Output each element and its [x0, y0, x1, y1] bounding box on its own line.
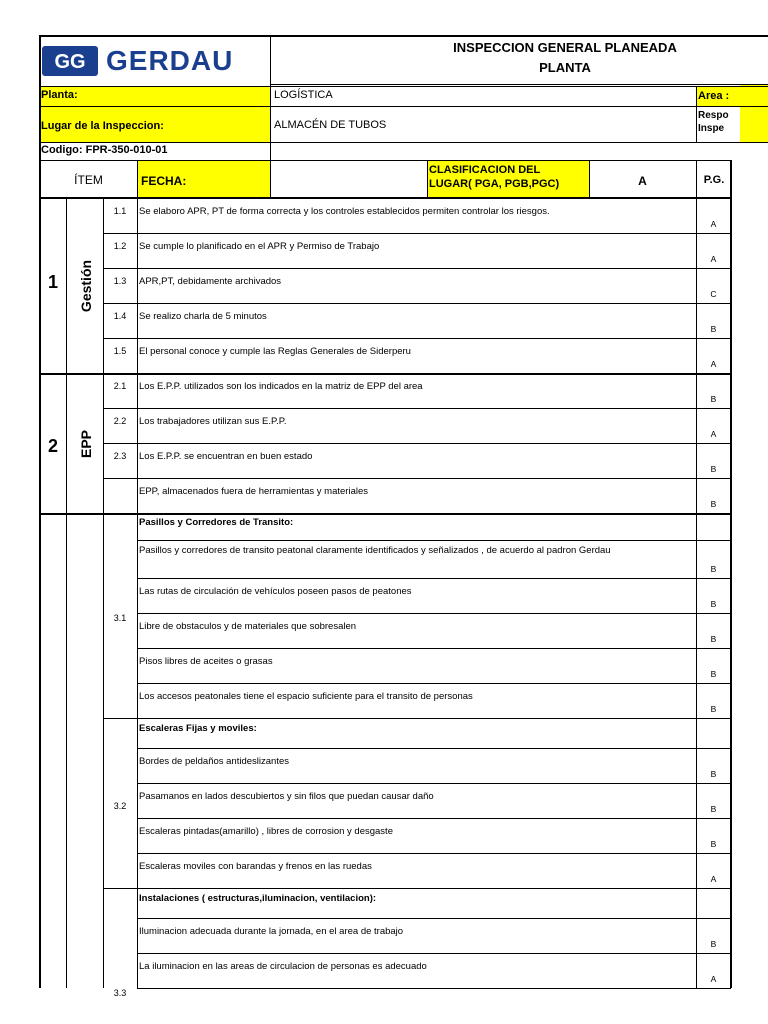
fecha-label: FECHA: [141, 174, 187, 188]
row-separator [137, 853, 731, 854]
pg-rating[interactable]: B [710, 464, 717, 474]
row-separator [103, 268, 137, 269]
pg-rating[interactable]: B [710, 564, 717, 574]
row-separator [137, 578, 731, 579]
item-number: 1.2 [113, 240, 127, 251]
item-number: 3.2 [113, 801, 127, 811]
pg-rating[interactable]: A [710, 254, 717, 264]
checklist-item-text: Se realizo charla de 5 minutos [139, 310, 267, 322]
pg-rating[interactable]: B [710, 634, 717, 644]
checklist-item-text: Pasillos y corredores de transito peatonal claramente identificados y señalizados , de acuerdo al padron Gerdau [139, 545, 611, 556]
checklist-item-text: Libre de obstaculos y de materiales que sobresalen [139, 620, 357, 632]
document-title [272, 38, 768, 78]
row-separator [103, 718, 731, 719]
pg-rating[interactable]: B [710, 839, 717, 849]
table-border-right [730, 198, 732, 988]
checklist-item-text: Las rutas de circulación de vehículos poseen pasos de peatones [139, 585, 412, 597]
section-heading: Escaleras Fijas y moviles: [139, 723, 257, 734]
row-separator [137, 268, 731, 269]
row-separator [103, 338, 137, 339]
clasificacion-label-2: LUGAR( PGA, PGB,PGC) [429, 178, 560, 190]
pg-rating[interactable]: B [710, 599, 717, 609]
checklist-item-text: EPP, almacenados fuera de herramientas y materiales [139, 485, 369, 497]
item-number: 2.3 [113, 450, 127, 461]
pg-rating[interactable]: A [710, 974, 717, 984]
row-separator [137, 408, 731, 409]
column-divider [66, 198, 67, 988]
item-number: 2.1 [113, 380, 127, 391]
svg-text:GG: GG [54, 51, 86, 73]
item-number: 1.3 [113, 275, 127, 286]
responsable-label-2: Inspe [698, 123, 725, 134]
row-separator [137, 540, 731, 541]
checklist-item-text: Iluminacion adecuada durante la jornada, en el area de trabajo [139, 925, 404, 937]
pg-rating[interactable]: B [710, 704, 717, 714]
title-line-1: INSPECCION GENERAL PLANEADA [453, 40, 677, 55]
row-separator [103, 408, 137, 409]
row-separator [40, 513, 731, 515]
area-label: Area : [698, 90, 730, 102]
row-separator [137, 748, 731, 749]
checklist-item-text: Los E.P.P. se encuentran en buen estado [139, 450, 313, 462]
row-separator [137, 338, 731, 339]
area-value-cell [740, 84, 768, 142]
checklist-item-text: Escaleras moviles con barandas y frenos en las ruedas [139, 860, 372, 872]
checklist-item-text: Los accesos peatonales tiene el espacio suficiente para el transito de personas [139, 690, 473, 702]
pg-rating[interactable]: B [710, 769, 717, 779]
brand-name: GERDAU [106, 45, 234, 76]
checklist-item-text: Los trabajadores utilizan sus E.P.P. [139, 415, 287, 427]
clasificacion-label-1: CLASIFICACION DEL [429, 164, 541, 176]
pg-rating[interactable]: B [710, 669, 717, 679]
checklist-item-text: El personal conoce y cumple las Reglas Generales de Siderperu [139, 345, 411, 357]
gerdau-logo [40, 36, 270, 86]
clasificacion-value: A [638, 174, 647, 188]
pg-header: P.G. [703, 174, 725, 186]
row-separator [103, 443, 137, 444]
pg-rating[interactable]: B [710, 939, 717, 949]
group-2-name: EPP [78, 430, 94, 459]
group-1-name: Gestión [78, 259, 94, 313]
row-separator [137, 613, 731, 614]
row-separator [137, 988, 731, 989]
responsable-label-1: Respo [698, 110, 729, 121]
checklist-item-text: Pasamanos en lados descubiertos y sin filos que puedan causar daño [139, 790, 434, 802]
item-number: 1.5 [113, 345, 127, 356]
planta-label: Planta: [41, 89, 78, 101]
table-border-left [39, 198, 41, 988]
item-number: 2.2 [113, 415, 127, 426]
row-separator [137, 443, 731, 444]
lugar-label: Lugar de la Inspeccion: [41, 120, 164, 132]
row-separator [137, 818, 731, 819]
row-separator [137, 478, 731, 479]
pg-rating[interactable]: A [710, 219, 717, 229]
checklist-item-text: La iluminacion en las areas de circulacion de personas es adecuado [139, 960, 427, 972]
pg-rating[interactable]: A [710, 874, 717, 884]
pg-rating[interactable]: A [710, 429, 717, 439]
row-separator [137, 953, 731, 954]
gerdau-mark-icon [42, 46, 98, 76]
row-separator [137, 783, 731, 784]
column-divider [137, 198, 138, 988]
column-divider [696, 198, 697, 988]
pg-rating[interactable]: B [710, 499, 717, 509]
pg-rating[interactable]: B [710, 394, 717, 404]
row-separator [103, 888, 731, 889]
checklist-item-text: Los E.P.P. utilizados son los indicados en la matriz de EPP del area [139, 380, 423, 392]
row-separator [103, 478, 137, 479]
checklist-item-text: Se elaboro APR, PT de forma correcta y los controles establecidos permiten controlar los riesgos. [139, 205, 550, 217]
row-separator [137, 918, 731, 919]
checklist-item-text: Se cumple lo planificado en el APR y Permiso de Trabajo [139, 240, 380, 252]
checklist-item-text: APR,PT, debidamente archivados [139, 275, 282, 287]
row-separator [137, 683, 731, 684]
section-heading: Pasillos y Corredores de Transito: [139, 516, 294, 528]
section-heading: Instalaciones ( estructuras,iluminacion, ventilacion): [139, 893, 377, 904]
pg-rating[interactable]: C [710, 289, 717, 299]
row-separator [103, 233, 137, 234]
row-separator [103, 303, 137, 304]
row-separator [137, 303, 731, 304]
document-code: Codigo: FPR-350-010-01 [41, 144, 168, 156]
item-number: 1.4 [113, 310, 127, 321]
row-separator [137, 233, 731, 234]
title-line-2: PLANTA [539, 60, 591, 75]
row-separator [137, 648, 731, 649]
pg-rating[interactable]: A [710, 359, 717, 369]
row-separator [40, 373, 731, 375]
planta-value: LOGÍSTICA [274, 89, 333, 101]
pg-rating[interactable]: B [710, 804, 717, 814]
checklist-item-text: Bordes de peldaños antideslizantes [139, 755, 289, 767]
lugar-value: ALMACÉN DE TUBOS [274, 119, 387, 131]
item-number: 3.3 [113, 988, 127, 998]
checklist-item-text: Pisos libres de aceites o grasas [139, 655, 273, 667]
item-number: 3.1 [113, 613, 127, 623]
pg-rating[interactable]: B [710, 324, 717, 334]
checklist-item-text: Escaleras pintadas(amarillo) , libres de corrosion y desgaste [139, 825, 393, 837]
group-2-number: 2 [47, 436, 58, 456]
item-header: ÍTEM [74, 173, 103, 187]
item-number: 1.1 [113, 205, 127, 216]
group-1-number: 1 [47, 272, 58, 292]
